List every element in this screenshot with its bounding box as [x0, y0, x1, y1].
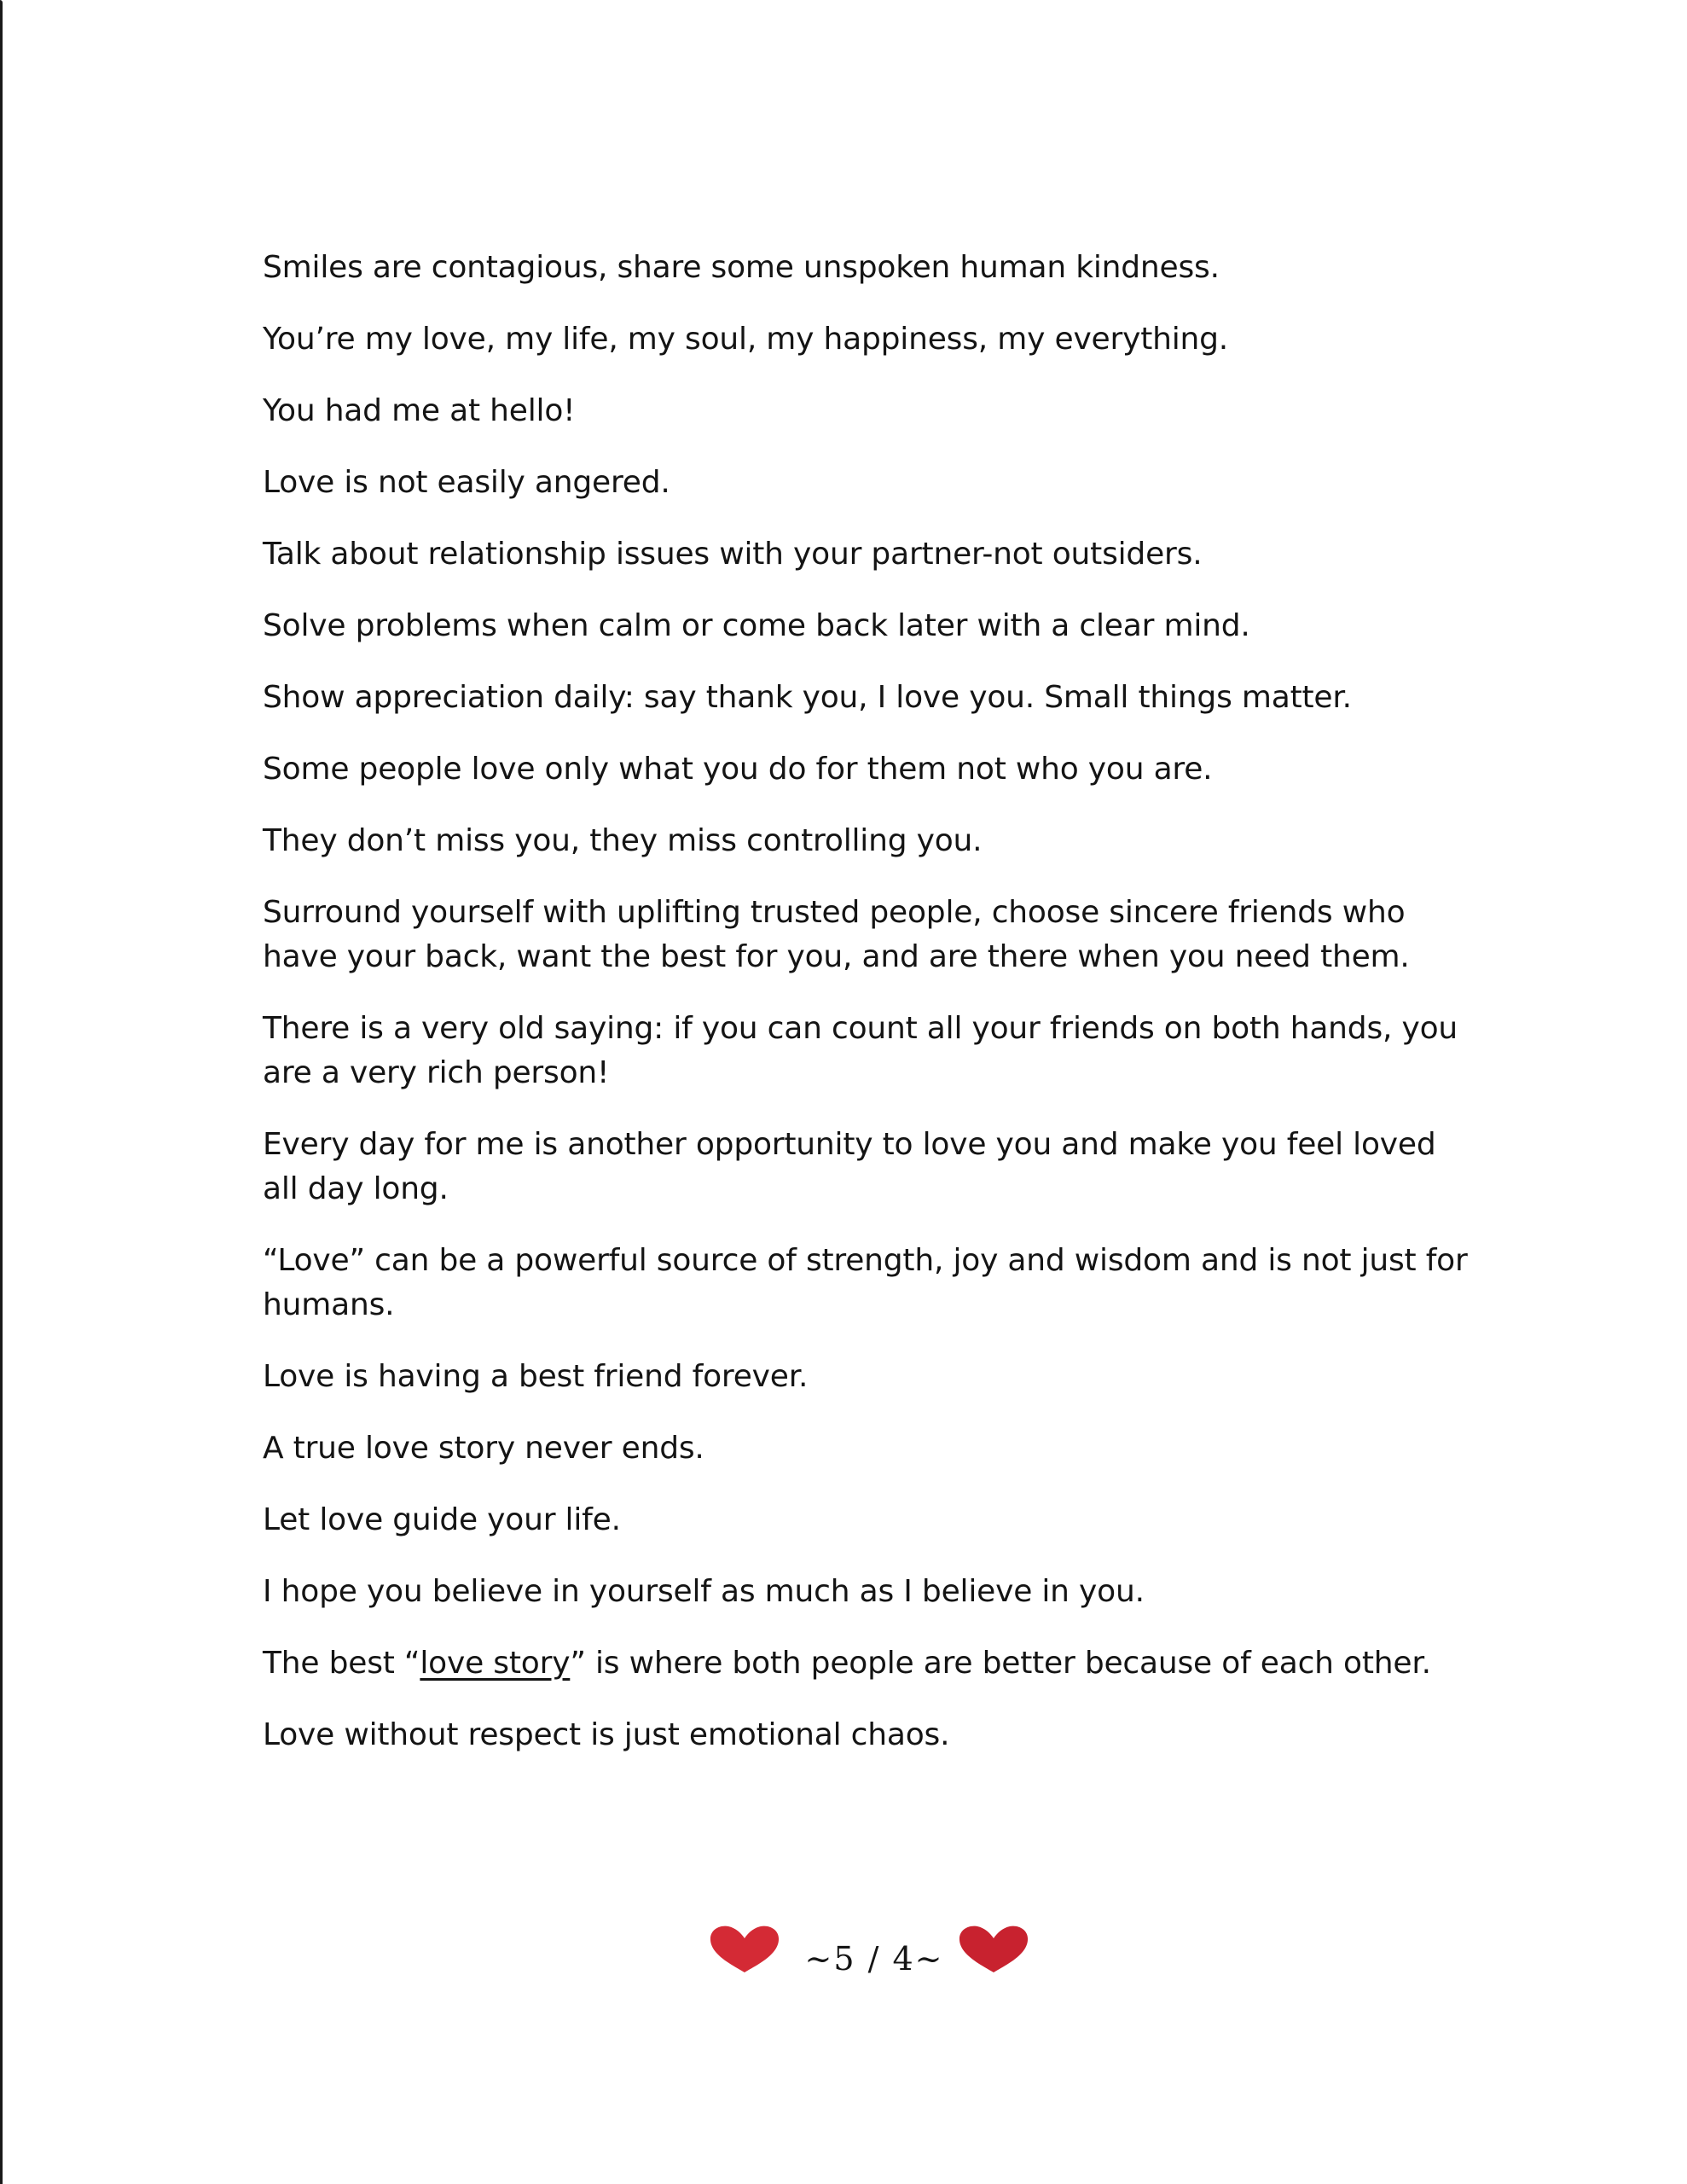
text-line: Love is having a best friend forever. [263, 1359, 809, 1394]
text-line: Smiles are contagious, share some unspoken human kindness. [263, 250, 1220, 285]
text-line: “Love” can be a powerful source of strength, joy and wisdom and is not just for humans. [263, 1243, 1468, 1322]
text-line: Love without respect is just emotional chaos. [263, 1717, 950, 1752]
text-line-love-story [263, 1641, 1474, 1686]
text-line: You’re my love, my life, my soul, my happiness, my everything. [263, 322, 1229, 357]
text-line: Solve problems when calm or come back later with a clear mind. [263, 608, 1250, 643]
text-segment: The best “ [263, 1646, 420, 1681]
text-line: Show appreciation daily: say thank you, I love you. Small things matter. [263, 680, 1352, 715]
text-line: I hope you believe in yourself as much as I believe in you. [263, 1574, 1145, 1609]
text-line: Love is not easily angered. [263, 465, 670, 500]
text-line: A true love story never ends. [263, 1431, 704, 1466]
text-line: Talk about relationship issues with your partner-not outsiders. [263, 537, 1203, 572]
text-line: Surround yourself with uplifting trusted people, choose sincere friends who have your back, want the best for you, and are there when you need them. [263, 895, 1410, 974]
text-line: Let love guide your life. [263, 1502, 621, 1537]
scan-edge [0, 0, 3, 2184]
text-line: You had me at hello! [263, 393, 576, 428]
document-body [263, 246, 1474, 1785]
text-line: There is a very old saying: if you can count all your friends on both hands, you are a very rich person! [263, 1011, 1458, 1090]
underlined-love-story: love story [420, 1646, 571, 1681]
text-segment: ” is where both people are better because of each other. [570, 1646, 1431, 1681]
text-line: Some people love only what you do for them not who you are. [263, 752, 1213, 787]
heart-icon [708, 1923, 781, 1974]
heart-icon [957, 1923, 1030, 1974]
page-footer [708, 1913, 1032, 1989]
text-line: They don’t miss you, they miss controlling you. [263, 823, 983, 858]
page-number: ~5 / 4~ [804, 1940, 944, 1978]
text-line: Every day for me is another opportunity to love you and make you feel loved all day long. [263, 1127, 1436, 1206]
